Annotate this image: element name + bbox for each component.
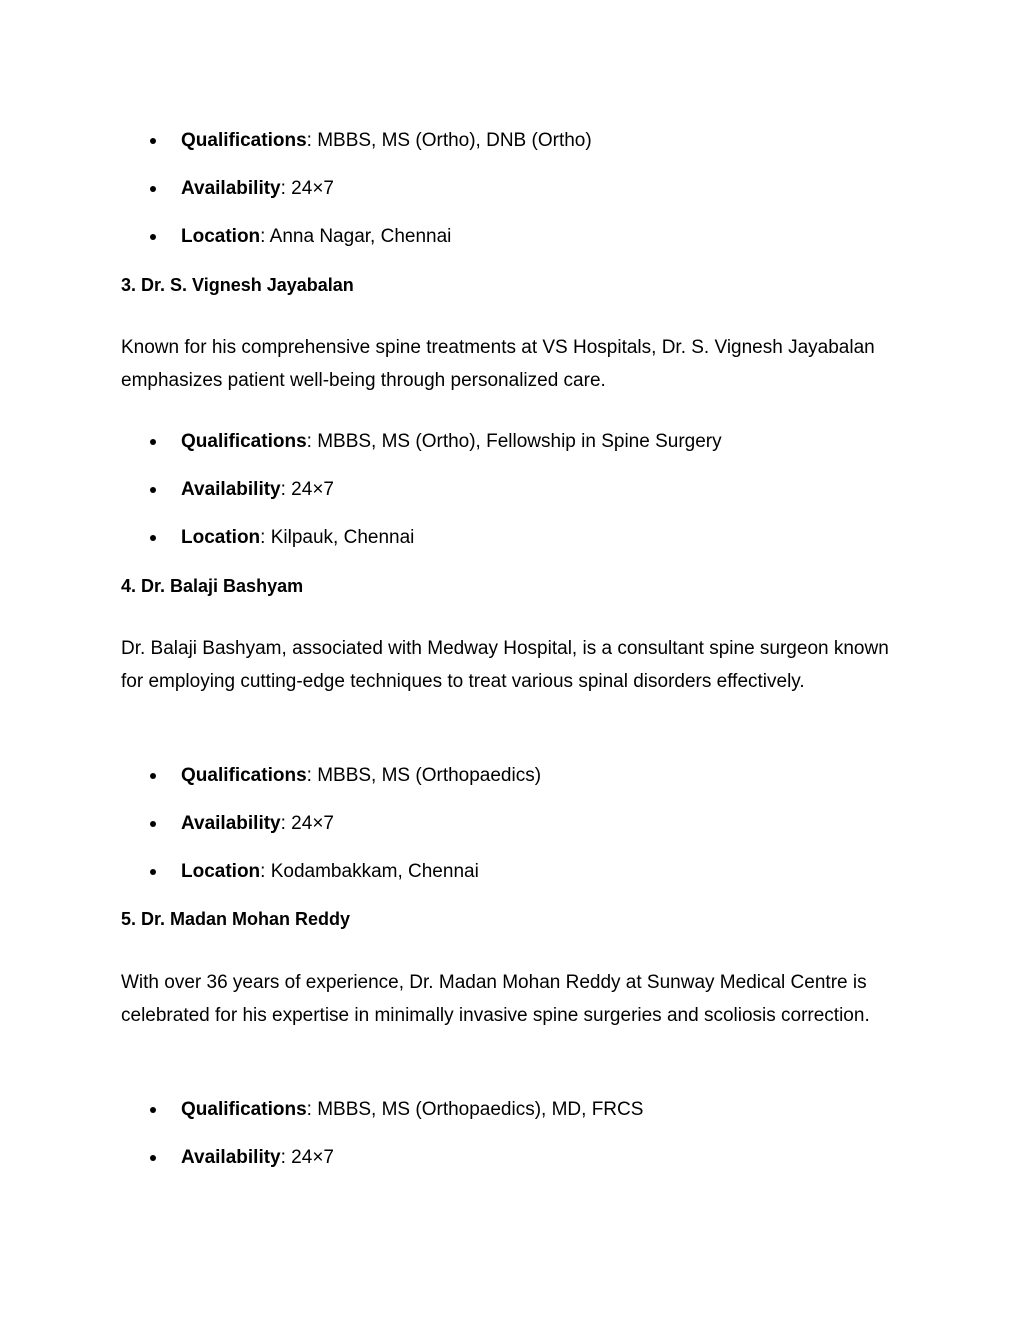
list-item-text — [181, 175, 334, 203]
bullet-icon — [150, 535, 156, 541]
list-item-text — [181, 223, 451, 251]
list-item-key: Availability — [181, 1147, 281, 1168]
list-item-value: : 24×7 — [280, 1147, 334, 1168]
bullet-icon — [150, 138, 156, 144]
list-item-qualifications — [0, 762, 1024, 790]
list-item-value: : MBBS, MS (Orthopaedics) — [306, 765, 542, 786]
list-item-value: : Kilpauk, Chennai — [260, 527, 415, 548]
list-item-availability — [0, 476, 1024, 504]
list-item-key: Qualifications — [181, 130, 307, 151]
list-item-key: Location — [181, 527, 261, 548]
list-item-text — [181, 762, 541, 790]
list-item-location — [0, 524, 1024, 552]
bullet-icon — [150, 1107, 156, 1113]
list-item-location — [0, 858, 1024, 886]
section-heading-doctor-4: 4. Dr. Balaji Bashyam — [121, 576, 304, 596]
list-item-text — [181, 428, 722, 456]
list-item-availability — [0, 1144, 1024, 1172]
list-item-text — [181, 476, 334, 504]
list-item-value: : 24×7 — [280, 178, 334, 199]
list-item-location — [0, 223, 1024, 251]
list-item-text — [181, 1096, 643, 1124]
list-item-availability — [0, 810, 1024, 838]
bullet-icon — [150, 234, 156, 240]
list-item-text — [181, 810, 334, 838]
list-item-text — [181, 524, 414, 552]
list-item-key: Availability — [181, 479, 281, 500]
list-item-value: : MBBS, MS (Orthopaedics), MD, FRCS — [306, 1099, 644, 1120]
list-item-qualifications — [0, 1096, 1024, 1124]
list-item-key: Availability — [181, 813, 281, 834]
list-item-key: Availability — [181, 178, 281, 199]
doctor-3-description: Known for his comprehensive spine treatments at VS Hospitals, Dr. S. Vignesh Jayabalan emphasizes patient well-being through personalized care. — [121, 337, 875, 391]
list-item-text — [181, 127, 592, 155]
bullet-icon — [150, 821, 156, 827]
list-item-key: Location — [181, 226, 261, 247]
list-item-value: : 24×7 — [280, 813, 334, 834]
list-item-qualifications — [0, 127, 1024, 155]
doctor-4-description: Dr. Balaji Bashyam, associated with Medway Hospital, is a consultant spine surgeon known for employing cutting-edge techniques to treat various spinal disorders effectively. — [121, 638, 889, 692]
bullet-icon — [150, 487, 156, 493]
list-item-qualifications — [0, 428, 1024, 456]
bullet-icon — [150, 1155, 156, 1161]
list-item-value: : 24×7 — [280, 479, 334, 500]
list-item-key: Qualifications — [181, 431, 307, 452]
list-item-key: Qualifications — [181, 1099, 307, 1120]
bullet-icon — [150, 439, 156, 445]
bullet-icon — [150, 869, 156, 875]
bullet-icon — [150, 186, 156, 192]
section-heading-doctor-5: 5. Dr. Madan Mohan Reddy — [121, 909, 351, 929]
list-item-text — [181, 858, 479, 886]
bullet-icon — [150, 773, 156, 779]
list-item-key: Location — [181, 861, 261, 882]
list-item-text — [181, 1144, 334, 1172]
list-item-value: : Anna Nagar, Chennai — [260, 226, 452, 247]
list-item-key: Qualifications — [181, 765, 307, 786]
list-item-availability — [0, 175, 1024, 203]
section-heading-doctor-3: 3. Dr. S. Vignesh Jayabalan — [121, 275, 354, 295]
doctor-5-description: With over 36 years of experience, Dr. Madan Mohan Reddy at Sunway Medical Centre is celebrated for his expertise in minimally invasive spine surgeries and scoliosis correction. — [121, 972, 870, 1026]
list-item-value: : Kodambakkam, Chennai — [260, 861, 479, 882]
list-item-value: : MBBS, MS (Ortho), Fellowship in Spine Surgery — [306, 431, 722, 452]
list-item-value: : MBBS, MS (Ortho), DNB (Ortho) — [306, 130, 592, 151]
